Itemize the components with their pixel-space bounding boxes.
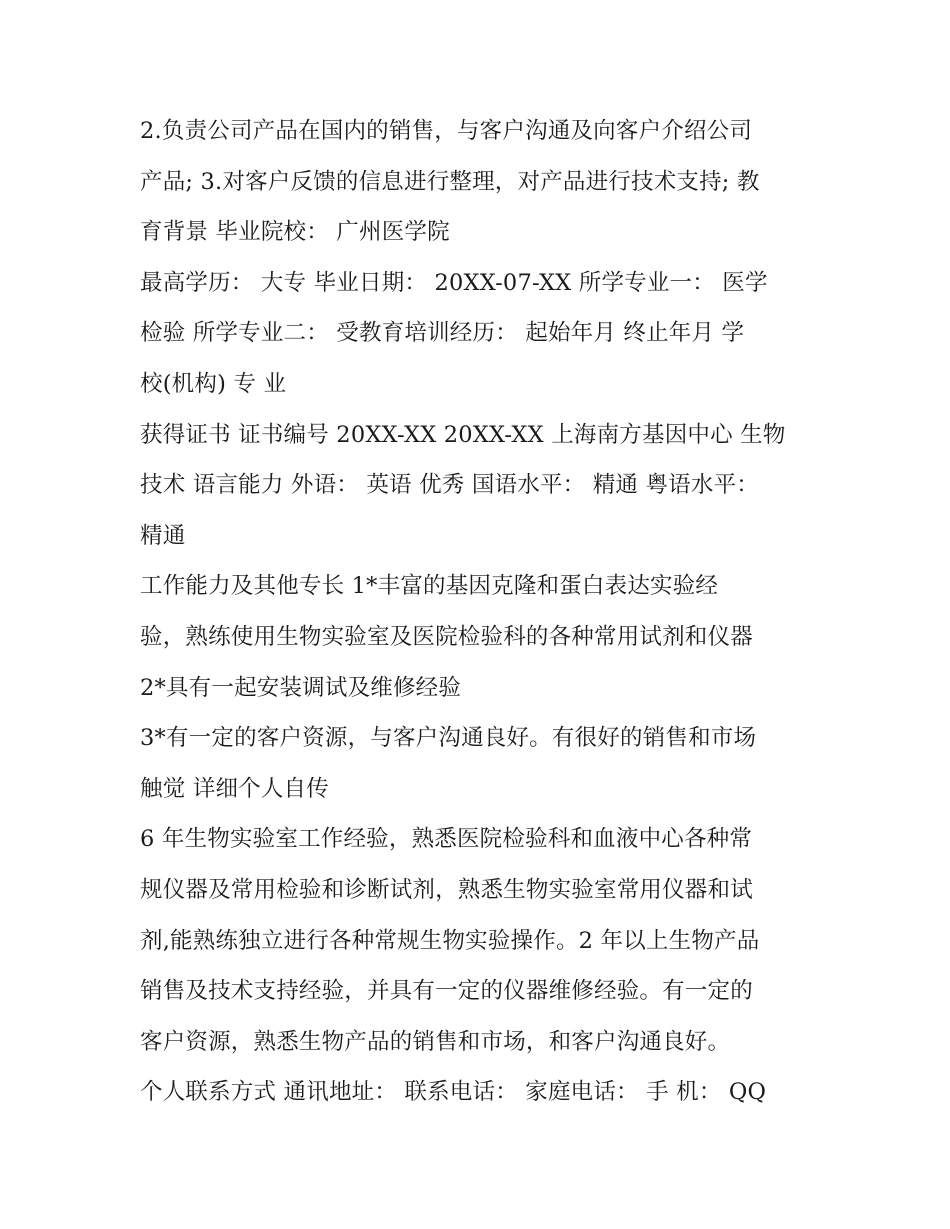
text-line: 2.负责公司产品在国内的销售，与客户沟通及向客户介绍公司 <box>140 118 753 144</box>
text-line: 3*有一定的客户资源，与客户沟通良好。有很好的销售和市场 <box>140 725 757 752</box>
text-line: 6 年生物实验室工作经验，熟悉医院检验科和血液中心各种常 <box>140 826 753 853</box>
text-line: 剂,能熟练独立进行各种常规生物实验操作。2 年以上生物产品 <box>140 927 760 954</box>
text-line: 规仪器及常用检验和诊断试剂，熟悉生物实验室常用仪器和试 <box>140 876 753 903</box>
text-line: 工作能力及其他专长 1*丰富的基因克隆和蛋白表达实验经 <box>140 573 719 600</box>
text-line: 校(机构) 专 业 <box>140 370 287 397</box>
text-line: 客户资源，熟悉生物产品的销售和市场，和客户沟通良好。 <box>140 1028 731 1055</box>
text-line: 2*具有一起安装调试及维修经验 <box>140 674 462 701</box>
resume-body-text <box>140 106 820 1118</box>
text-line: 精通 <box>140 522 186 549</box>
text-line: 验，熟练使用生物实验室及医院检验科的各种常用试剂和仪器 <box>140 623 753 650</box>
text-line: 触觉 详细个人自传 <box>140 775 329 802</box>
text-line: 个人联系方式 通讯地址： 联系电话： 家庭电话： 手 机： QQ <box>140 1079 767 1106</box>
text-line: 检验 所学专业二： 受教育培训经历： 起始年月 终止年月 学 <box>140 320 745 347</box>
text-line: 最高学历： 大专 毕业日期： 20XX-07-XX 所学专业一： 医学 <box>140 269 768 296</box>
text-line: 产品; 3.对客户反馈的信息进行整理，对产品进行技术支持; 教 <box>140 168 760 195</box>
text-line: 获得证书 证书编号 20XX-XX 20XX-XX 上海南方基因中心 生物 <box>140 421 786 448</box>
text-line: 销售及技术支持经验，并具有一定的仪器维修经验。有一定的 <box>140 978 753 1005</box>
text-line: 育背景 毕业院校： 广州医学院 <box>140 219 450 246</box>
text-line: 技术 语言能力 外语： 英语 优秀 国语水平： 精通 粤语水平： <box>140 472 759 499</box>
